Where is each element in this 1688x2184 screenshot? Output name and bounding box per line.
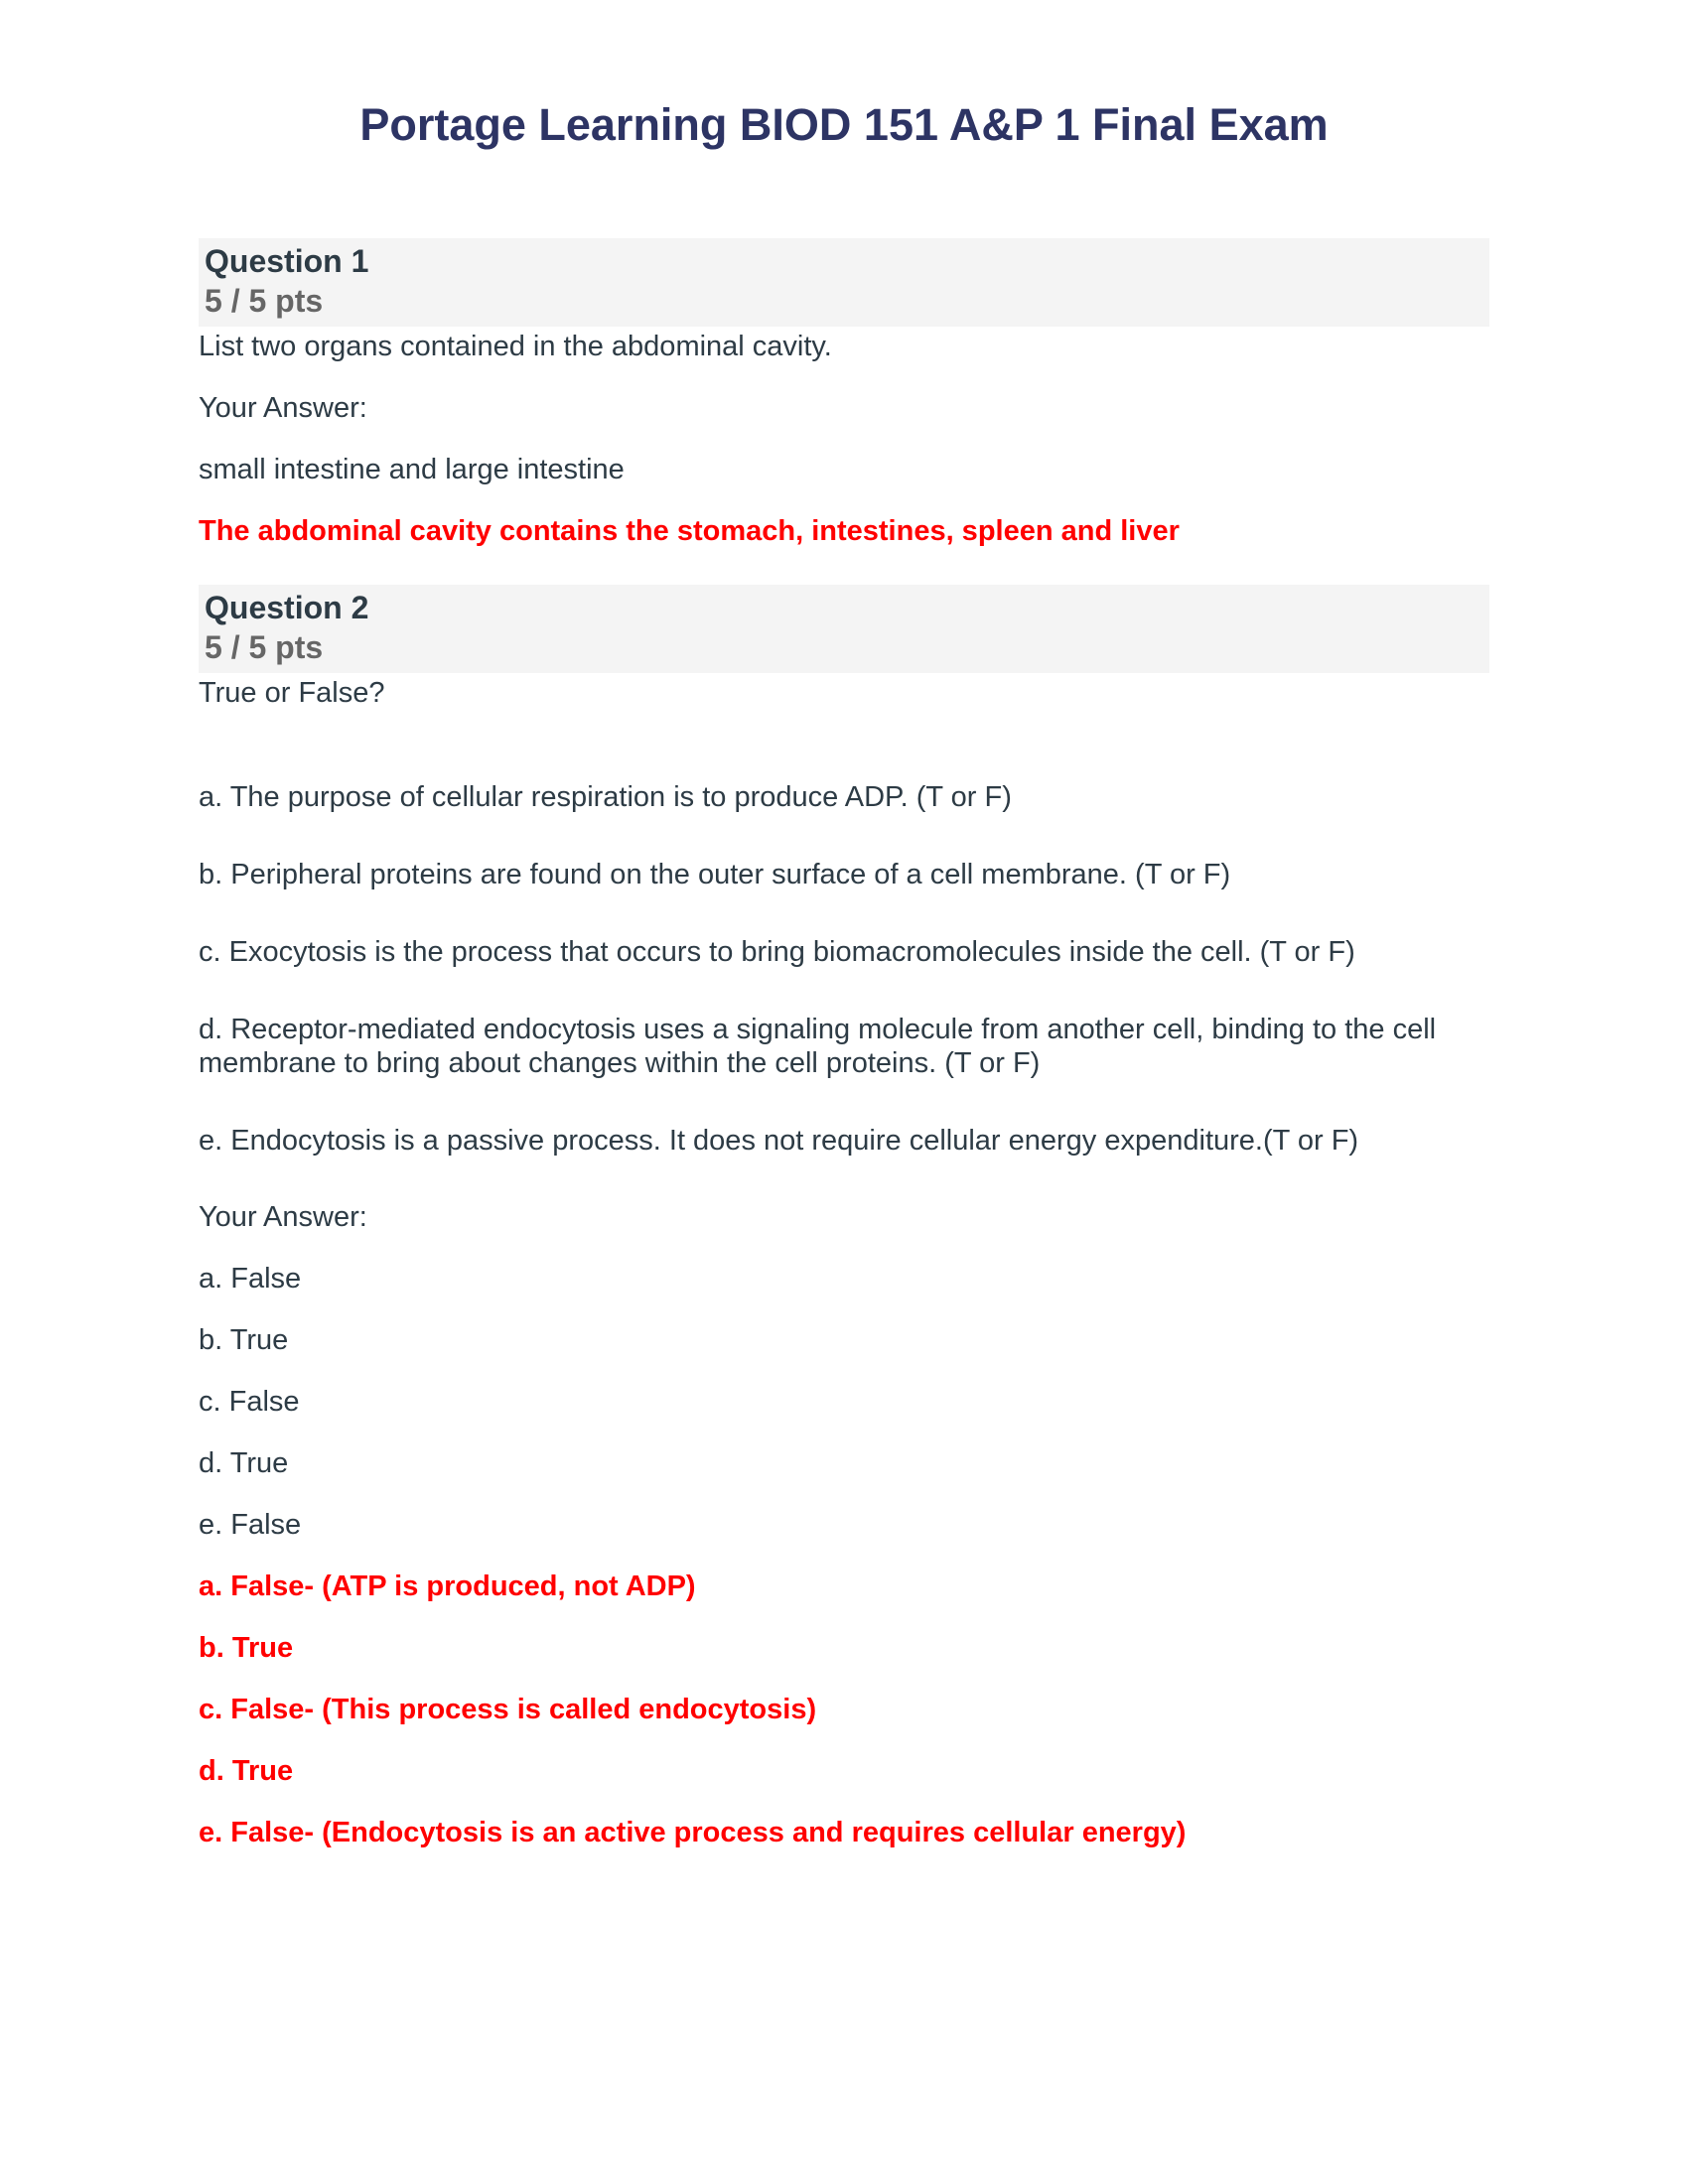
question-1-section [199,238,1514,548]
question-2-student-answer-a: a. False [199,1263,302,1295]
question-2-correction-b: b. True [199,1632,294,1664]
question-2-student-answer-d: d. True [199,1447,289,1479]
question-2-your-answer-label: Your Answer: [199,1201,367,1233]
question-1-points: 5 / 5 pts [205,283,324,319]
question-1-correction-text: The abdominal cavity contains the stomach, intestines, spleen and liver [199,515,1180,547]
question-1-header [199,238,1489,327]
question-2-student-answer-e: e. False [199,1509,302,1541]
question-2-section [199,585,1514,1849]
question-2-title: Question 2 [205,590,369,625]
question-2-tf-item-e: e. Endocytosis is a passive process. It does not require cellular energy expenditure.(T or F) [199,1125,1359,1157]
question-1-student-answer: small intestine and large intestine [199,454,625,485]
question-2-tf-item-a: a. The purpose of cellular respiration is to produce ADP. (T or F) [199,781,1012,813]
question-2-correction-c: c. False- (This process is called endocytosis) [199,1694,817,1725]
question-2-student-answer-c: c. False [199,1386,300,1418]
question-1-prompt: List two organs contained in the abdominal cavity. [199,331,832,362]
question-2-header [199,585,1489,673]
question-1-your-answer-label: Your Answer: [199,392,367,424]
question-2-correction-d: d. True [199,1755,294,1787]
question-2-tf-item-d: d. Receptor-mediated endocytosis uses a signaling molecule from another cell, binding to the cell membrane to bring about changes within the cell proteins. (T or F) [199,1014,1437,1079]
question-2-correction-e: e. False- (Endocytosis is an active process and requires cellular energy) [199,1817,1187,1848]
question-2-tf-item-c: c. Exocytosis is the process that occurs to bring biomacromolecules inside the cell. (T or F) [199,936,1355,968]
page-title: Portage Learning BIOD 151 A&P 1 Final Exam [359,99,1329,150]
content-area [199,238,1514,1849]
question-1-title: Question 1 [205,243,369,279]
question-2-tf-item-b: b. Peripheral proteins are found on the outer surface of a cell membrane. (T or F) [199,859,1231,890]
question-2-points: 5 / 5 pts [205,629,324,665]
question-2-student-answer-b: b. True [199,1324,289,1356]
question-2-prompt: True or False? [199,677,385,709]
question-2-correction-a: a. False- (ATP is produced, not ADP) [199,1570,696,1602]
